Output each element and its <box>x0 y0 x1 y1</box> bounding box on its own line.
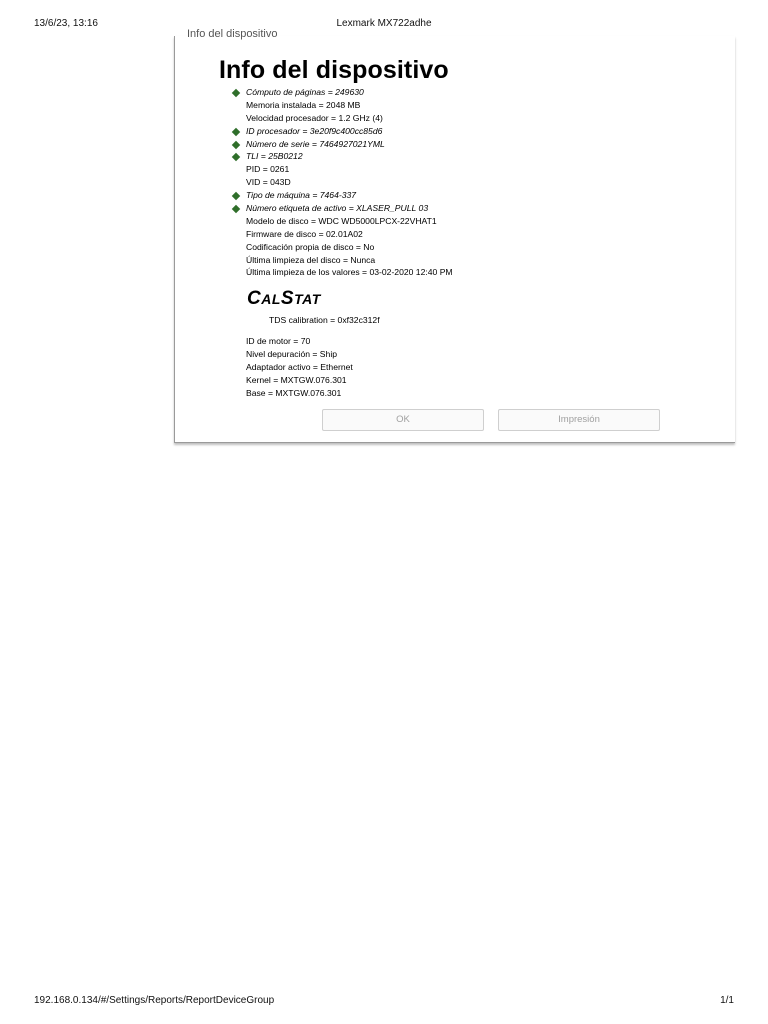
engine-row: Kernel = MXTGW.076.301 <box>246 374 347 385</box>
engine-row: Adaptador activo = Ethernet <box>246 361 353 372</box>
print-page-title: Lexmark MX722adhe <box>336 18 432 29</box>
info-row <box>233 86 713 99</box>
print-button[interactable]: Impresión <box>498 409 660 431</box>
info-row-text: Última limpieza de los valores = 03-02-2020 12:40 PM <box>246 267 453 278</box>
engine-row: ID de motor = 70 <box>246 336 311 346</box>
tds-calibration: TDS calibration = 0xf32c312f <box>269 315 380 325</box>
info-row <box>233 176 713 189</box>
clipped-frame-title: Info del dispositivo <box>187 28 278 40</box>
info-row-text: Número de serie = 7464927021YML <box>246 138 385 149</box>
device-info-list <box>233 86 713 279</box>
print-datetime: 13/6/23, 13:16 <box>34 18 98 29</box>
bullet-diamond-icon <box>232 192 240 200</box>
print-footer <box>0 995 768 1009</box>
info-row <box>233 99 713 112</box>
bullet-diamond-icon <box>232 127 240 135</box>
info-row <box>233 150 713 163</box>
info-row <box>233 163 713 176</box>
info-row-text: Firmware de disco = 02.01A02 <box>246 228 363 239</box>
bullet-diamond-icon <box>232 153 240 161</box>
report-frame <box>174 28 735 443</box>
info-row <box>233 215 713 228</box>
info-row <box>233 241 713 254</box>
ok-button[interactable]: OK <box>322 409 484 431</box>
info-row <box>233 202 713 215</box>
engine-row: Base = MXTGW.076.301 <box>246 387 342 398</box>
engine-row: Nivel depuración = Ship <box>246 348 338 359</box>
info-row-text: Última limpieza del disco = Nunca <box>246 254 376 265</box>
info-row-text: Codificación propia de disco = No <box>246 241 375 252</box>
engine-info-list <box>246 335 353 399</box>
info-row <box>233 125 713 138</box>
info-row-text: Cómputo de páginas = 249630 <box>246 87 364 97</box>
info-row <box>233 228 713 241</box>
info-row <box>233 138 713 151</box>
info-row-text: PID = 0261 <box>246 164 290 175</box>
info-row-text: Modelo de disco = WDC WD5000LPCX-22VHAT1 <box>246 215 437 226</box>
info-row <box>233 189 713 202</box>
info-row-text: Memoria instalada = 2048 MB <box>246 99 361 110</box>
info-row-text: ID procesador = 3e20f9c400cc85d6 <box>246 125 383 136</box>
info-row-text: Número etiqueta de activo = XLASER_PULL 03 <box>246 203 429 214</box>
info-row <box>233 112 713 125</box>
info-row-text: Velocidad procesador = 1.2 GHz (4) <box>246 112 383 123</box>
page-url: 192.168.0.134/#/Settings/Reports/ReportDeviceGroup <box>34 995 275 1006</box>
calstat-heading: CALSTAT <box>247 288 321 309</box>
info-row-text: VID = 043D <box>246 177 291 188</box>
bullet-diamond-icon <box>232 205 240 213</box>
info-row-text: Tipo de máquina = 7464-337 <box>246 190 357 201</box>
print-header <box>0 18 768 32</box>
info-row <box>233 266 713 279</box>
bullet-diamond-icon <box>232 89 240 97</box>
report-title: Info del dispositivo <box>219 56 449 84</box>
bullet-diamond-icon <box>232 140 240 148</box>
info-row <box>233 254 713 267</box>
info-row-text: TLI = 25B0212 <box>246 151 303 162</box>
page-number: 1/1 <box>720 995 734 1006</box>
